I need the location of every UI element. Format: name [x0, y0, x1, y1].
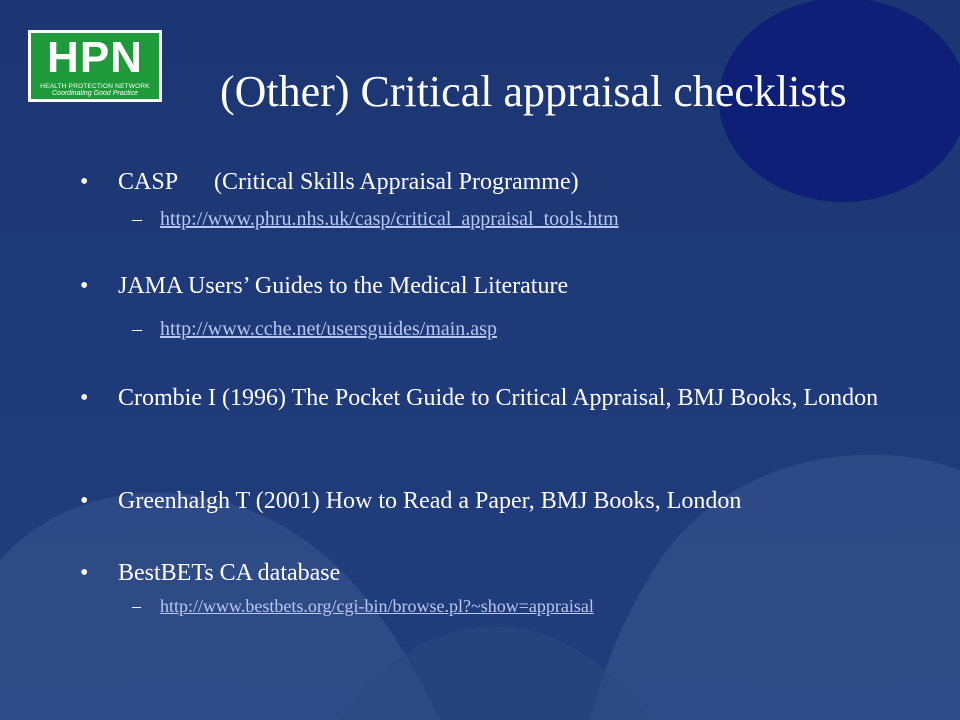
casp-link[interactable]: http://www.phru.nhs.uk/casp/critical_appraisal_tools.htm: [160, 208, 619, 230]
sub-dash: –: [132, 596, 141, 616]
bullet-dot: •: [80, 560, 89, 586]
bullet-text: BestBETs CA database: [118, 560, 341, 586]
bullet-dot: •: [80, 169, 89, 195]
bullet-text-acronym: CASP: [118, 169, 179, 195]
bullet-text: JAMA Users’ Guides to the Medical Literature: [118, 273, 569, 299]
bullet-dot: •: [80, 273, 89, 299]
hpn-logo-inner: [31, 33, 159, 99]
bullet-text: Greenhalgh T (2001) How to Read a Paper, BMJ Books, London: [118, 488, 742, 514]
bullet-text: [118, 166, 888, 198]
bullet-dot: •: [80, 385, 89, 411]
sub-dash: –: [132, 208, 142, 230]
bullet-dot: •: [80, 488, 89, 514]
bestbets-link[interactable]: http://www.bestbets.org/cgi-bin/browse.pl?~show=appraisal: [160, 596, 594, 616]
slide-title: (Other) Critical appraisal checklists: [220, 67, 847, 116]
hpn-logo: [28, 30, 162, 102]
jama-link[interactable]: http://www.cche.net/usersguides/main.asp: [160, 318, 497, 340]
hpn-logo-line2: Coordinating Good Practice: [52, 90, 138, 97]
hpn-logo-line1: HEALTH PROTECTION NETWORK: [40, 83, 150, 90]
hpn-logo-letters: HPN: [47, 33, 143, 82]
bullet-text-description: (Critical Skills Appraisal Programme): [214, 169, 579, 195]
bullet-text: Crombie I (1996) The Pocket Guide to Critical Appraisal, BMJ Books, London: [118, 385, 879, 411]
sub-dash: –: [132, 318, 142, 340]
